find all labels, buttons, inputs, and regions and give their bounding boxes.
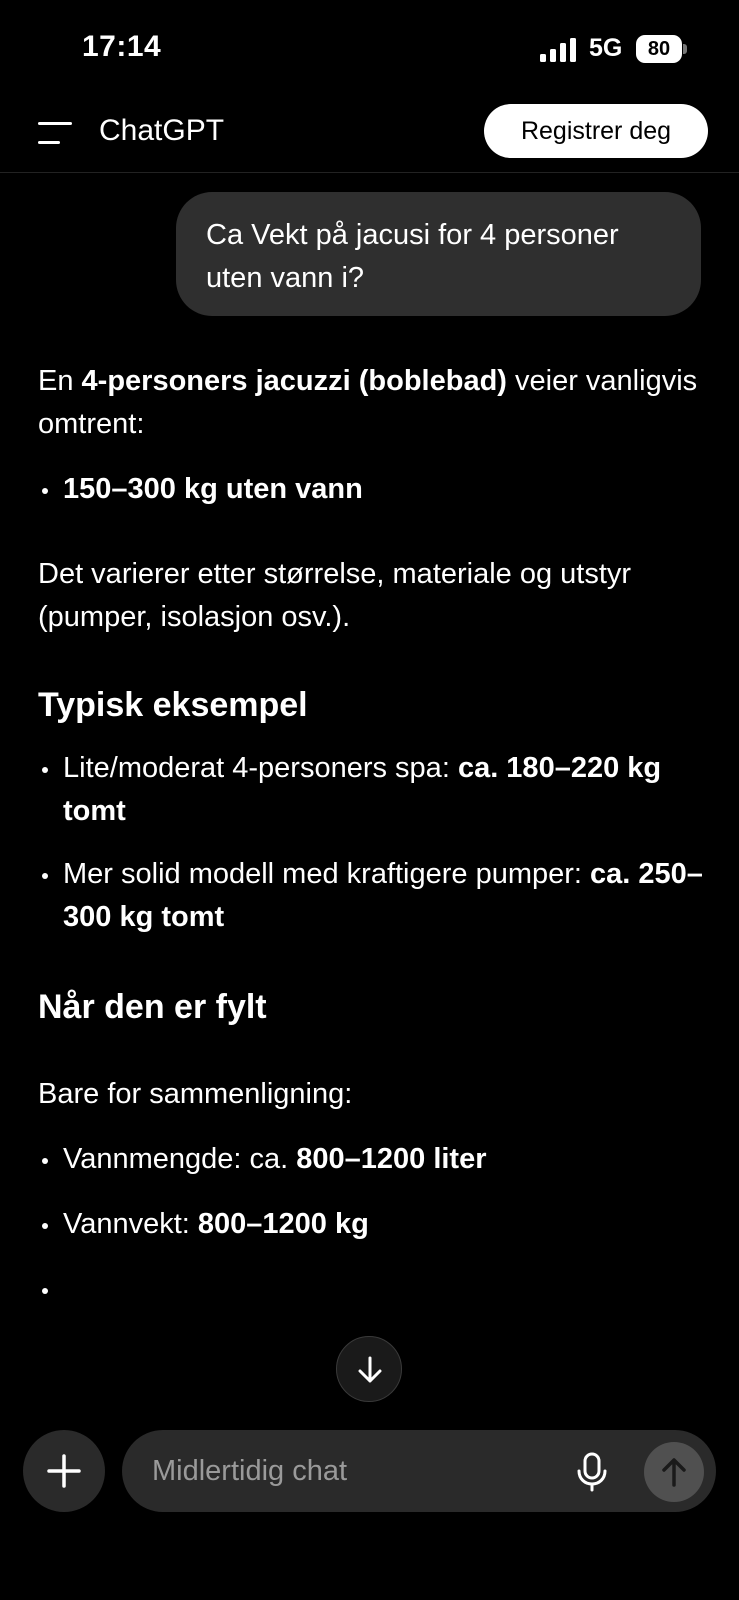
example-2-text: Mer solid modell med kraftigere pumper: <box>63 858 591 890</box>
scroll-down-button[interactable] <box>336 1336 402 1402</box>
register-button[interactable]: Registrer deg <box>484 104 708 158</box>
comparison-intro: Bare for sammenligning: <box>38 1078 353 1110</box>
water-weight-bold: 800–1200 kg <box>197 1208 369 1240</box>
list-item <box>38 747 708 833</box>
list-item <box>38 468 708 511</box>
list-item-empty <box>38 1268 708 1311</box>
message-composer <box>122 1430 716 1512</box>
assistant-message <box>38 360 708 1311</box>
heading-when-filled: Når den er fylt <box>38 988 267 1026</box>
example-1-text: Lite/moderat 4-personers spa: <box>63 752 458 784</box>
list-item <box>38 853 708 939</box>
water-volume-text: Vannmengde: ca. <box>63 1143 297 1175</box>
status-bar <box>0 0 739 100</box>
example-2-bold: ca. 250–300 kg tomt <box>63 858 703 933</box>
microphone-icon[interactable] <box>574 1452 610 1492</box>
arrow-down-icon <box>354 1354 386 1386</box>
intro-suffix: veier vanligvis omtrent: <box>38 365 698 440</box>
app-title: ChatGPT <box>99 114 225 147</box>
heading-typical-example: Typisk eksempel <box>38 686 308 724</box>
water-weight-text: Vannvekt: <box>63 1208 198 1240</box>
attach-button[interactable] <box>23 1430 105 1512</box>
network-type: 5G <box>589 34 623 62</box>
status-time: 17:14 <box>82 30 162 63</box>
intro-bold: 4-personers jacuzzi (boblebad) <box>81 365 507 397</box>
battery-icon <box>636 35 686 63</box>
intro-prefix: En <box>38 365 82 397</box>
battery-cap <box>683 44 687 54</box>
variation-paragraph: Det varierer etter størrelse, materiale og utstyr (pumper, isolasjon osv.). <box>38 558 632 633</box>
list-item <box>38 1203 708 1246</box>
app-header <box>0 100 739 173</box>
main-weight-range: 150–300 kg uten vann <box>63 473 363 505</box>
user-message-bubble: Ca Vekt på jacusi for 4 personer uten vann i? <box>176 192 701 316</box>
menu-icon[interactable] <box>38 120 74 146</box>
message-input[interactable] <box>152 1448 532 1494</box>
arrow-up-icon <box>659 1456 689 1488</box>
battery-level: 80 <box>636 35 682 63</box>
example-1-bold: ca. 180–220 kg tomt <box>63 752 662 827</box>
send-button[interactable] <box>644 1442 704 1502</box>
list-item <box>38 1138 708 1181</box>
assistant-intro <box>38 360 708 446</box>
cellular-signal-icon <box>540 38 578 62</box>
plus-icon <box>46 1453 82 1489</box>
water-volume-bold: 800–1200 liter <box>296 1143 487 1175</box>
